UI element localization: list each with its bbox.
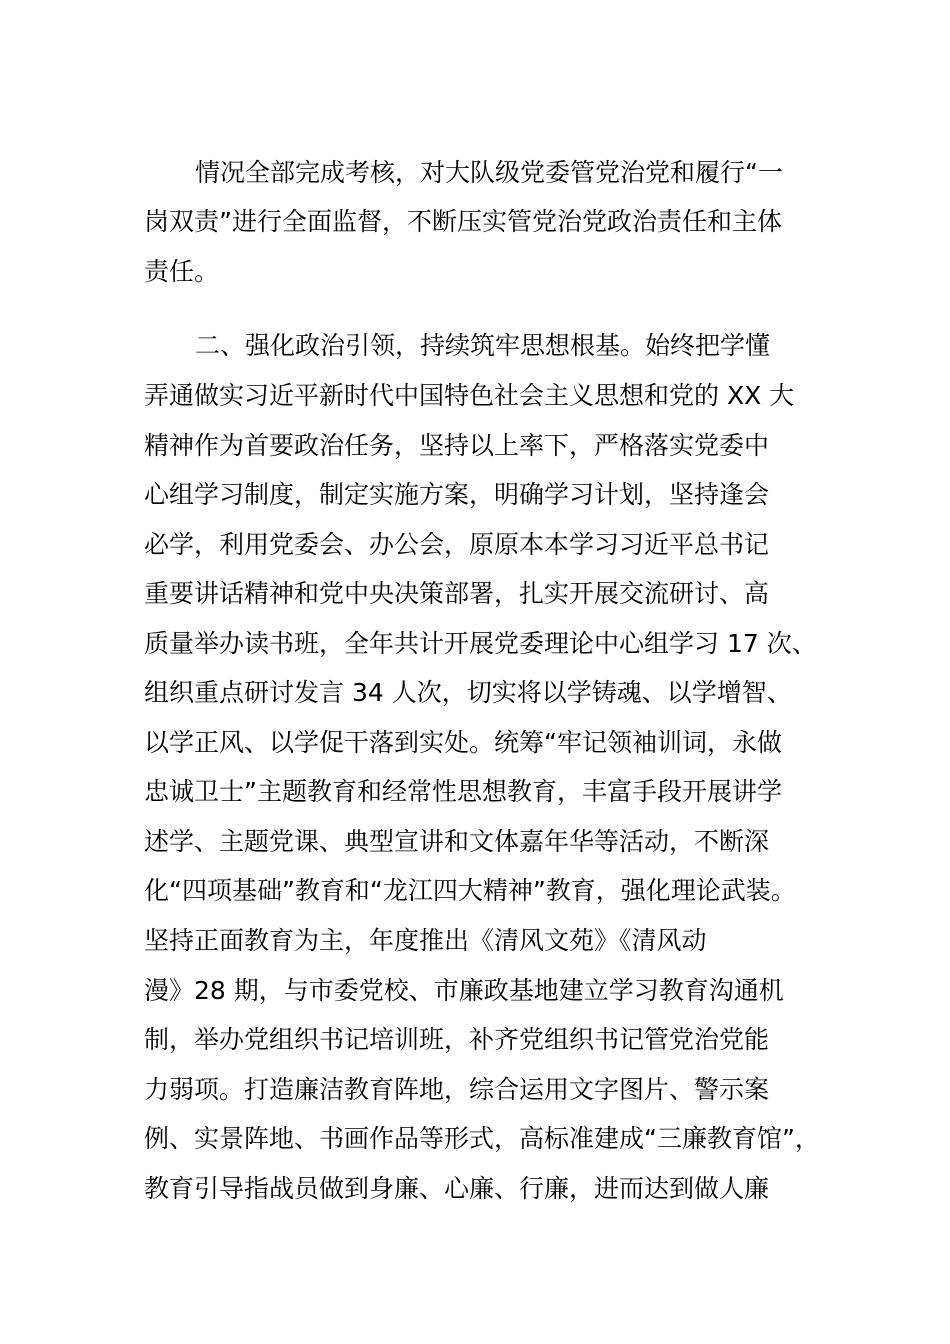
- paragraph-2-line-6: 重要讲话精神和党中央决策部署，扎实开展交流研讨、高: [144, 579, 770, 608]
- paragraph-2-line-15: 制，举办党组织书记培训班，补齐党组织书记管党治党能: [144, 1025, 770, 1054]
- paragraph-2-line-14: 漫》28 期，与市委党校、市廉政基地建立学习教育沟通机: [144, 976, 784, 1005]
- paragraph-2-line-9: 以学正风、以学促干落到实处。统筹“牢记领袖训词，永做: [144, 728, 782, 757]
- paragraph-2-line-3: 精神作为首要政治任务，坚持以上率下，严格落实党委中: [144, 431, 770, 460]
- paragraph-2-line-4: 心组学习制度，制定实施方案，明确学习计划，坚持逢会: [144, 480, 770, 509]
- paragraph-2-line-18: 教育引导指战员做到身廉、心廉、行廉，进而达到做人廉: [144, 1174, 770, 1203]
- paragraph-2-line-11: 述学、主题党课、典型宣讲和文体嘉年华等活动，不断深: [144, 827, 770, 856]
- paragraph-2-line-12: 化“四项基础”教育和“龙江四大精神”教育，强化理论武装。: [144, 876, 796, 905]
- paragraph-1-line-2: 岗双责”进行全面监督，不断压实管党治党政治责任和主体: [144, 207, 782, 236]
- paragraph-2-line-17: 例、实景阵地、书画作品等形式，高标准建成“三廉教育馆”，: [144, 1124, 820, 1153]
- paragraph-1-line-1: 情况全部完成考核，对大队级党委管党治党和履行“一: [195, 158, 783, 187]
- paragraph-2-line-16: 力弱项。打造廉洁教育阵地，综合运用文字图片、警示案: [144, 1075, 770, 1104]
- paragraph-2-line-8: 组织重点研讨发言 34 人次，切实将以学铸魂、以学增智、: [144, 678, 792, 707]
- paragraph-1-line-3: 责任。: [144, 257, 220, 286]
- paragraph-2-line-1: 二、强化政治引领，持续筑牢思想根基。始终把学懂: [195, 331, 771, 360]
- paragraph-2-line-5: 必学，利用党委会、办公会，原原本本学习习近平总书记: [144, 530, 770, 559]
- paragraph-2-line-7: 质量举办读书班，全年共计开展党委理论中心组学习 17 次、: [144, 629, 817, 658]
- paragraph-2-line-13: 坚持正面教育为主，年度推出《清风文苑》《清风动: [144, 926, 707, 955]
- paragraph-2-line-2: 弄通做实习近平新时代中国特色社会主义思想和党的 XX 大: [144, 381, 795, 410]
- paragraph-2-line-10: 忠诚卫士”主题教育和经常性思想教育，丰富手段开展讲学: [144, 777, 782, 806]
